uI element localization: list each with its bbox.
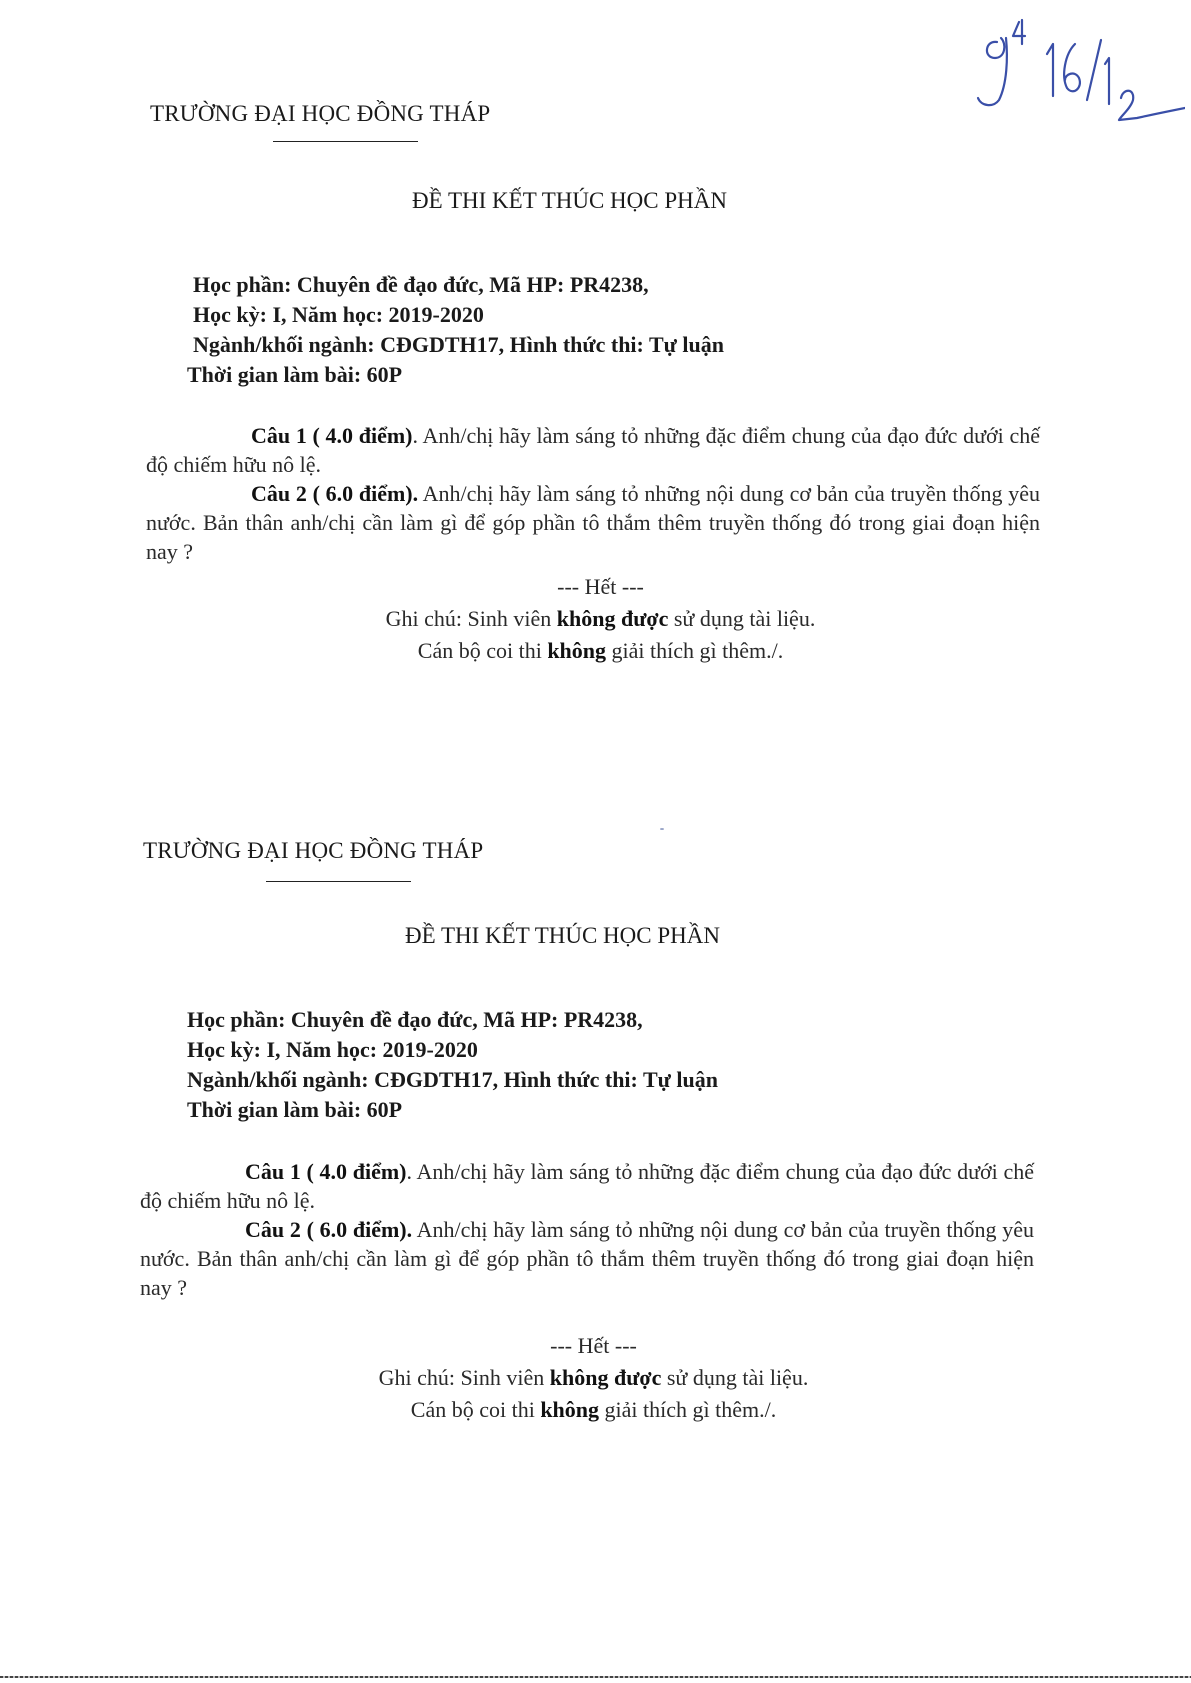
note-students-bold: không được [556,606,669,631]
question-1 [140,1157,1034,1215]
school-underline [273,141,418,142]
note-proctor-tail: giải thích gì thêm./. [599,1397,777,1422]
note-proctor [0,1394,1189,1426]
duration-line: Thời gian làm bài: 60P [187,1097,403,1122]
handwritten-note [975,14,1185,124]
end-marker: --- Hết --- [557,574,644,599]
question-1 [146,421,1040,479]
question-2 [146,479,1040,566]
school-underline [266,881,411,882]
question-1-label: Câu 1 ( 4.0 điểm) [251,423,413,448]
question-1-text: . Anh/chị hãy làm sáng tỏ những đặc điểm chung của đạo đức dưới chế độ chiếm hữu nô lệ. [140,1159,1034,1213]
exam-footer [0,1330,1189,1426]
question-2-text: Anh/chị hãy làm sáng tỏ những nội dung cơ bản của truyền thống yêu nước. Bản thân anh/chị cần làm gì để góp phần tô thắm thêm truyền thống đó trong giai đoạn hiện nay ? [140,1217,1035,1300]
note-students [5,603,1191,635]
end-marker: --- Hết --- [550,1333,637,1358]
semester-line: Học kỳ: I, Năm học: 2019-2020 [193,302,484,327]
note-proctor-bold: không [540,1397,600,1422]
course-info [187,270,724,390]
duration-line: Thời gian làm bài: 60P [187,362,403,387]
note-proctor-bold: không [547,638,607,663]
questions [140,1157,1034,1302]
school-name: TRƯỜNG ĐẠI HỌC ĐỒNG THÁP [143,838,484,863]
school-name: TRƯỜNG ĐẠI HỌC ĐỒNG THÁP [150,101,491,126]
questions [146,421,1040,566]
semester-line: Học kỳ: I, Năm học: 2019-2020 [187,1037,478,1062]
major-line: Ngành/khối ngành: CĐGDTH17, Hình thức thi: Tự luận [187,1067,718,1092]
question-1-label: Câu 1 ( 4.0 điểm) [245,1159,407,1184]
question-2-label: Câu 2 ( 6.0 điểm). [245,1217,413,1242]
scan-edge-line [0,1676,1191,1678]
note-proctor-tail: giải thích gì thêm./. [606,638,784,663]
exam-footer [5,571,1191,667]
note-students-tail: sử dụng tài liệu. [661,1365,809,1390]
note-students [0,1362,1189,1394]
question-2-label: Câu 2 ( 6.0 điểm). [251,481,419,506]
course-info [187,1005,718,1125]
note-students-text: Ghi chú: Sinh viên [385,606,557,631]
note-students-text: Ghi chú: Sinh viên [378,1365,550,1390]
question-1-text: . Anh/chị hãy làm sáng tỏ những đặc điểm chung của đạo đức dưới chế độ chiếm hữu nô lệ. [146,423,1040,477]
course-line: Học phần: Chuyên đề đạo đức, Mã HP: PR4238, [193,272,649,297]
question-2 [140,1215,1034,1302]
question-2-text: Anh/chị hãy làm sáng tỏ những nội dung cơ bản của truyền thống yêu nước. Bản thân anh/chị cần làm gì để góp phần tô thắm thêm truyền thống đó trong giai đoạn hiện nay ? [146,481,1041,564]
exam-title: ĐỀ THI KẾT THÚC HỌC PHẦN [405,923,720,948]
exam-title: ĐỀ THI KẾT THÚC HỌC PHẦN [412,188,727,213]
major-line: Ngành/khối ngành: CĐGDTH17, Hình thức thi: Tự luận [193,332,724,357]
note-students-tail: sử dụng tài liệu. [668,606,816,631]
note-proctor [5,635,1191,667]
note-proctor-text: Cán bộ coi thi [410,1397,541,1422]
note-proctor-text: Cán bộ coi thi [417,638,548,663]
course-line: Học phần: Chuyên đề đạo đức, Mã HP: PR4238, [187,1007,643,1032]
note-students-bold: không được [549,1365,662,1390]
scan-speck [660,828,664,830]
